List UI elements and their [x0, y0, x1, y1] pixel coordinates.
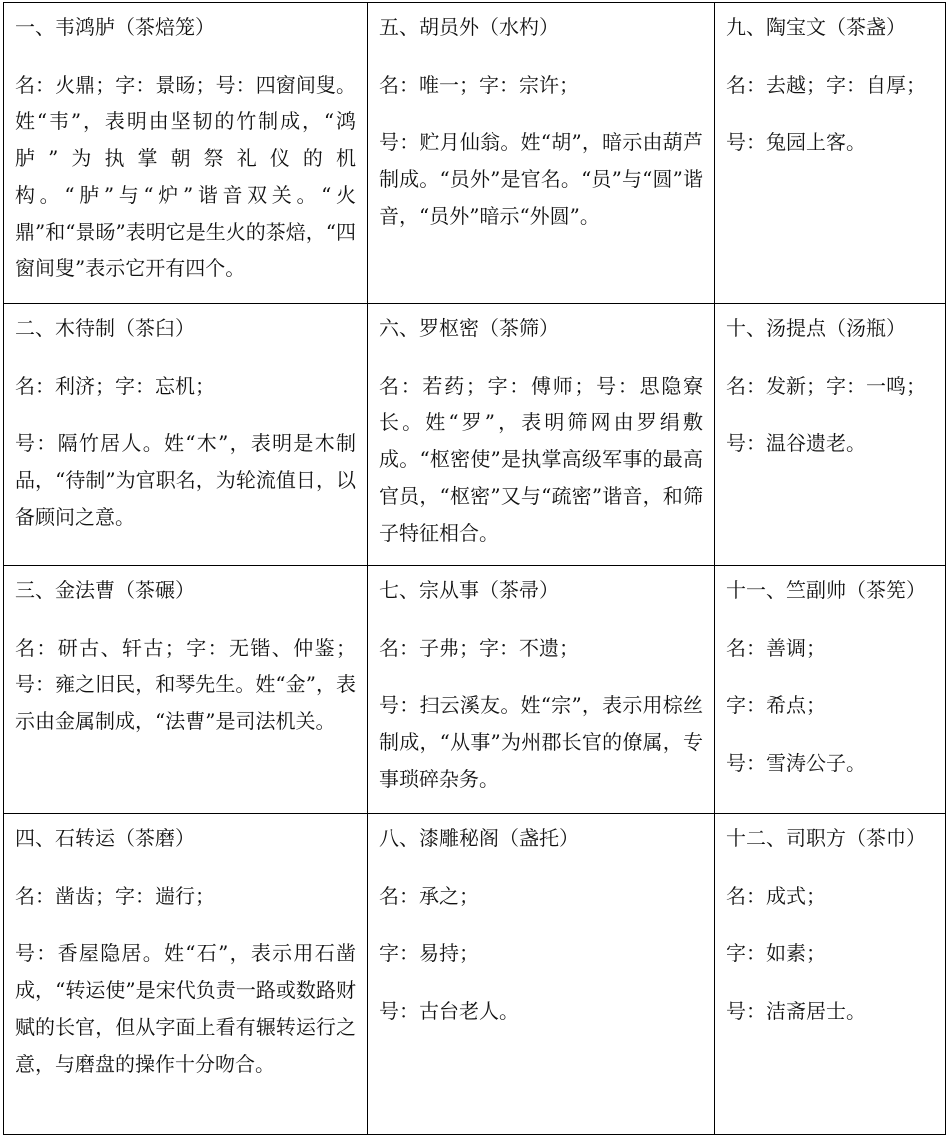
cell-paragraph: 名：凿齿；字：遄行； — [15, 883, 215, 908]
cell-paragraph: 名：火鼎；字：景旸；号：四窗间叟。姓“韦”，表明由坚韧的竹制成，“鸿胪”为执掌朝祭礼仪的机构。“胪”与“炉”谐音双关。“火鼎”和“景旸”表明它是生火的茶焙，“四窗间叟”表示它开有四个。 — [15, 72, 356, 281]
table-cell — [368, 566, 715, 814]
table-cell — [715, 3, 946, 304]
cell-paragraph: 号：扫云溪友。姓“宗”，表示用棕丝制成，“从事”为州郡长官的僚属，专事琐碎杂务。 — [379, 693, 703, 791]
cell-title: 十二、司职方（茶巾） — [726, 826, 926, 850]
table-cell — [368, 304, 715, 566]
cell-title: 八、漆雕秘阁（盏托） — [379, 826, 579, 850]
cell-paragraph: 号：雪涛公子。 — [726, 751, 866, 776]
table-cell — [4, 566, 368, 814]
table-cell — [4, 304, 368, 566]
cell-title: 六、罗枢密（茶筛） — [379, 316, 559, 340]
table-cell — [715, 566, 946, 814]
cell-paragraph: 号：温谷遗老。 — [726, 431, 866, 456]
table-cell — [368, 814, 715, 1135]
table-row — [4, 3, 946, 304]
cell-paragraph: 名：去越；字：自厚； — [726, 72, 926, 97]
cell-paragraph: 字：如素； — [726, 941, 826, 966]
cell-paragraph: 号：隔竹居人。姓“木”，表明是木制品，“待制”为官职名，为轮流值日，以备顾问之意。 — [15, 431, 356, 529]
cell-paragraph: 名：善调； — [726, 635, 826, 660]
cell-title: 四、石转运（茶磨） — [15, 826, 195, 850]
cell-paragraph: 字：易持； — [379, 941, 479, 966]
cell-title: 三、金法曹（茶碾） — [15, 578, 195, 602]
cell-title: 二、木待制（茶臼） — [15, 316, 195, 340]
cell-title: 十、汤提点（汤瓶） — [726, 316, 906, 340]
table-cell — [4, 814, 368, 1135]
cell-title: 一、韦鸿胪（茶焙笼） — [15, 15, 215, 39]
cell-paragraph: 名：发新；字：一鸣； — [726, 373, 926, 398]
table-row — [4, 814, 946, 1135]
cell-paragraph: 名：若药；字：傅师；号：思隐寮长。姓“罗”，表明筛网由罗绢敷成。“枢密使”是执掌高级军事的最高官员，“枢密”又与“疏密”谐音，和筛子特征相合。 — [379, 373, 703, 545]
cell-paragraph: 名：研古、轩古；字：无锴、仲鉴；号：雍之旧民，和琴先生。姓“金”，表示由金属制成，“法曹”是司法机关。 — [15, 635, 356, 734]
tea-utensils-table — [3, 2, 946, 1135]
cell-title: 十一、竺副帅（茶筅） — [726, 578, 926, 602]
table-cell — [4, 3, 368, 304]
table-row — [4, 304, 946, 566]
cell-paragraph: 号：贮月仙翁。姓“胡”，暗示由葫芦制成。“员外”是官名。“员”与“圆”谐音，“员外”暗示“外圆”。 — [379, 130, 703, 228]
cell-title: 九、陶宝文（茶盏） — [726, 15, 906, 39]
cell-paragraph: 字：希点； — [726, 693, 826, 718]
cell-paragraph: 名：子弗；字：不遗； — [379, 635, 579, 660]
table-cell — [715, 814, 946, 1135]
cell-paragraph: 号：洁斋居士。 — [726, 999, 866, 1024]
table-row — [4, 566, 946, 814]
table-cell — [368, 3, 715, 304]
cell-paragraph: 名：承之； — [379, 883, 479, 908]
cell-paragraph: 号：香屋隐居。姓“石”，表示用石凿成，“转运使”是宋代负责一路或数路财赋的长官，但从字面上看有辗转运行之意，与磨盘的操作十分吻合。 — [15, 941, 356, 1076]
cell-title: 五、胡员外（水杓） — [379, 15, 559, 39]
cell-paragraph: 号：古台老人。 — [379, 999, 519, 1024]
cell-paragraph: 名：唯一；字：宗许； — [379, 72, 579, 97]
cell-paragraph: 名：利济；字：忘机； — [15, 373, 215, 398]
table-cell — [715, 304, 946, 566]
cell-title: 七、宗从事（茶帚） — [379, 578, 559, 602]
cell-paragraph: 名：成式； — [726, 883, 826, 908]
cell-paragraph: 号：兔园上客。 — [726, 130, 866, 155]
